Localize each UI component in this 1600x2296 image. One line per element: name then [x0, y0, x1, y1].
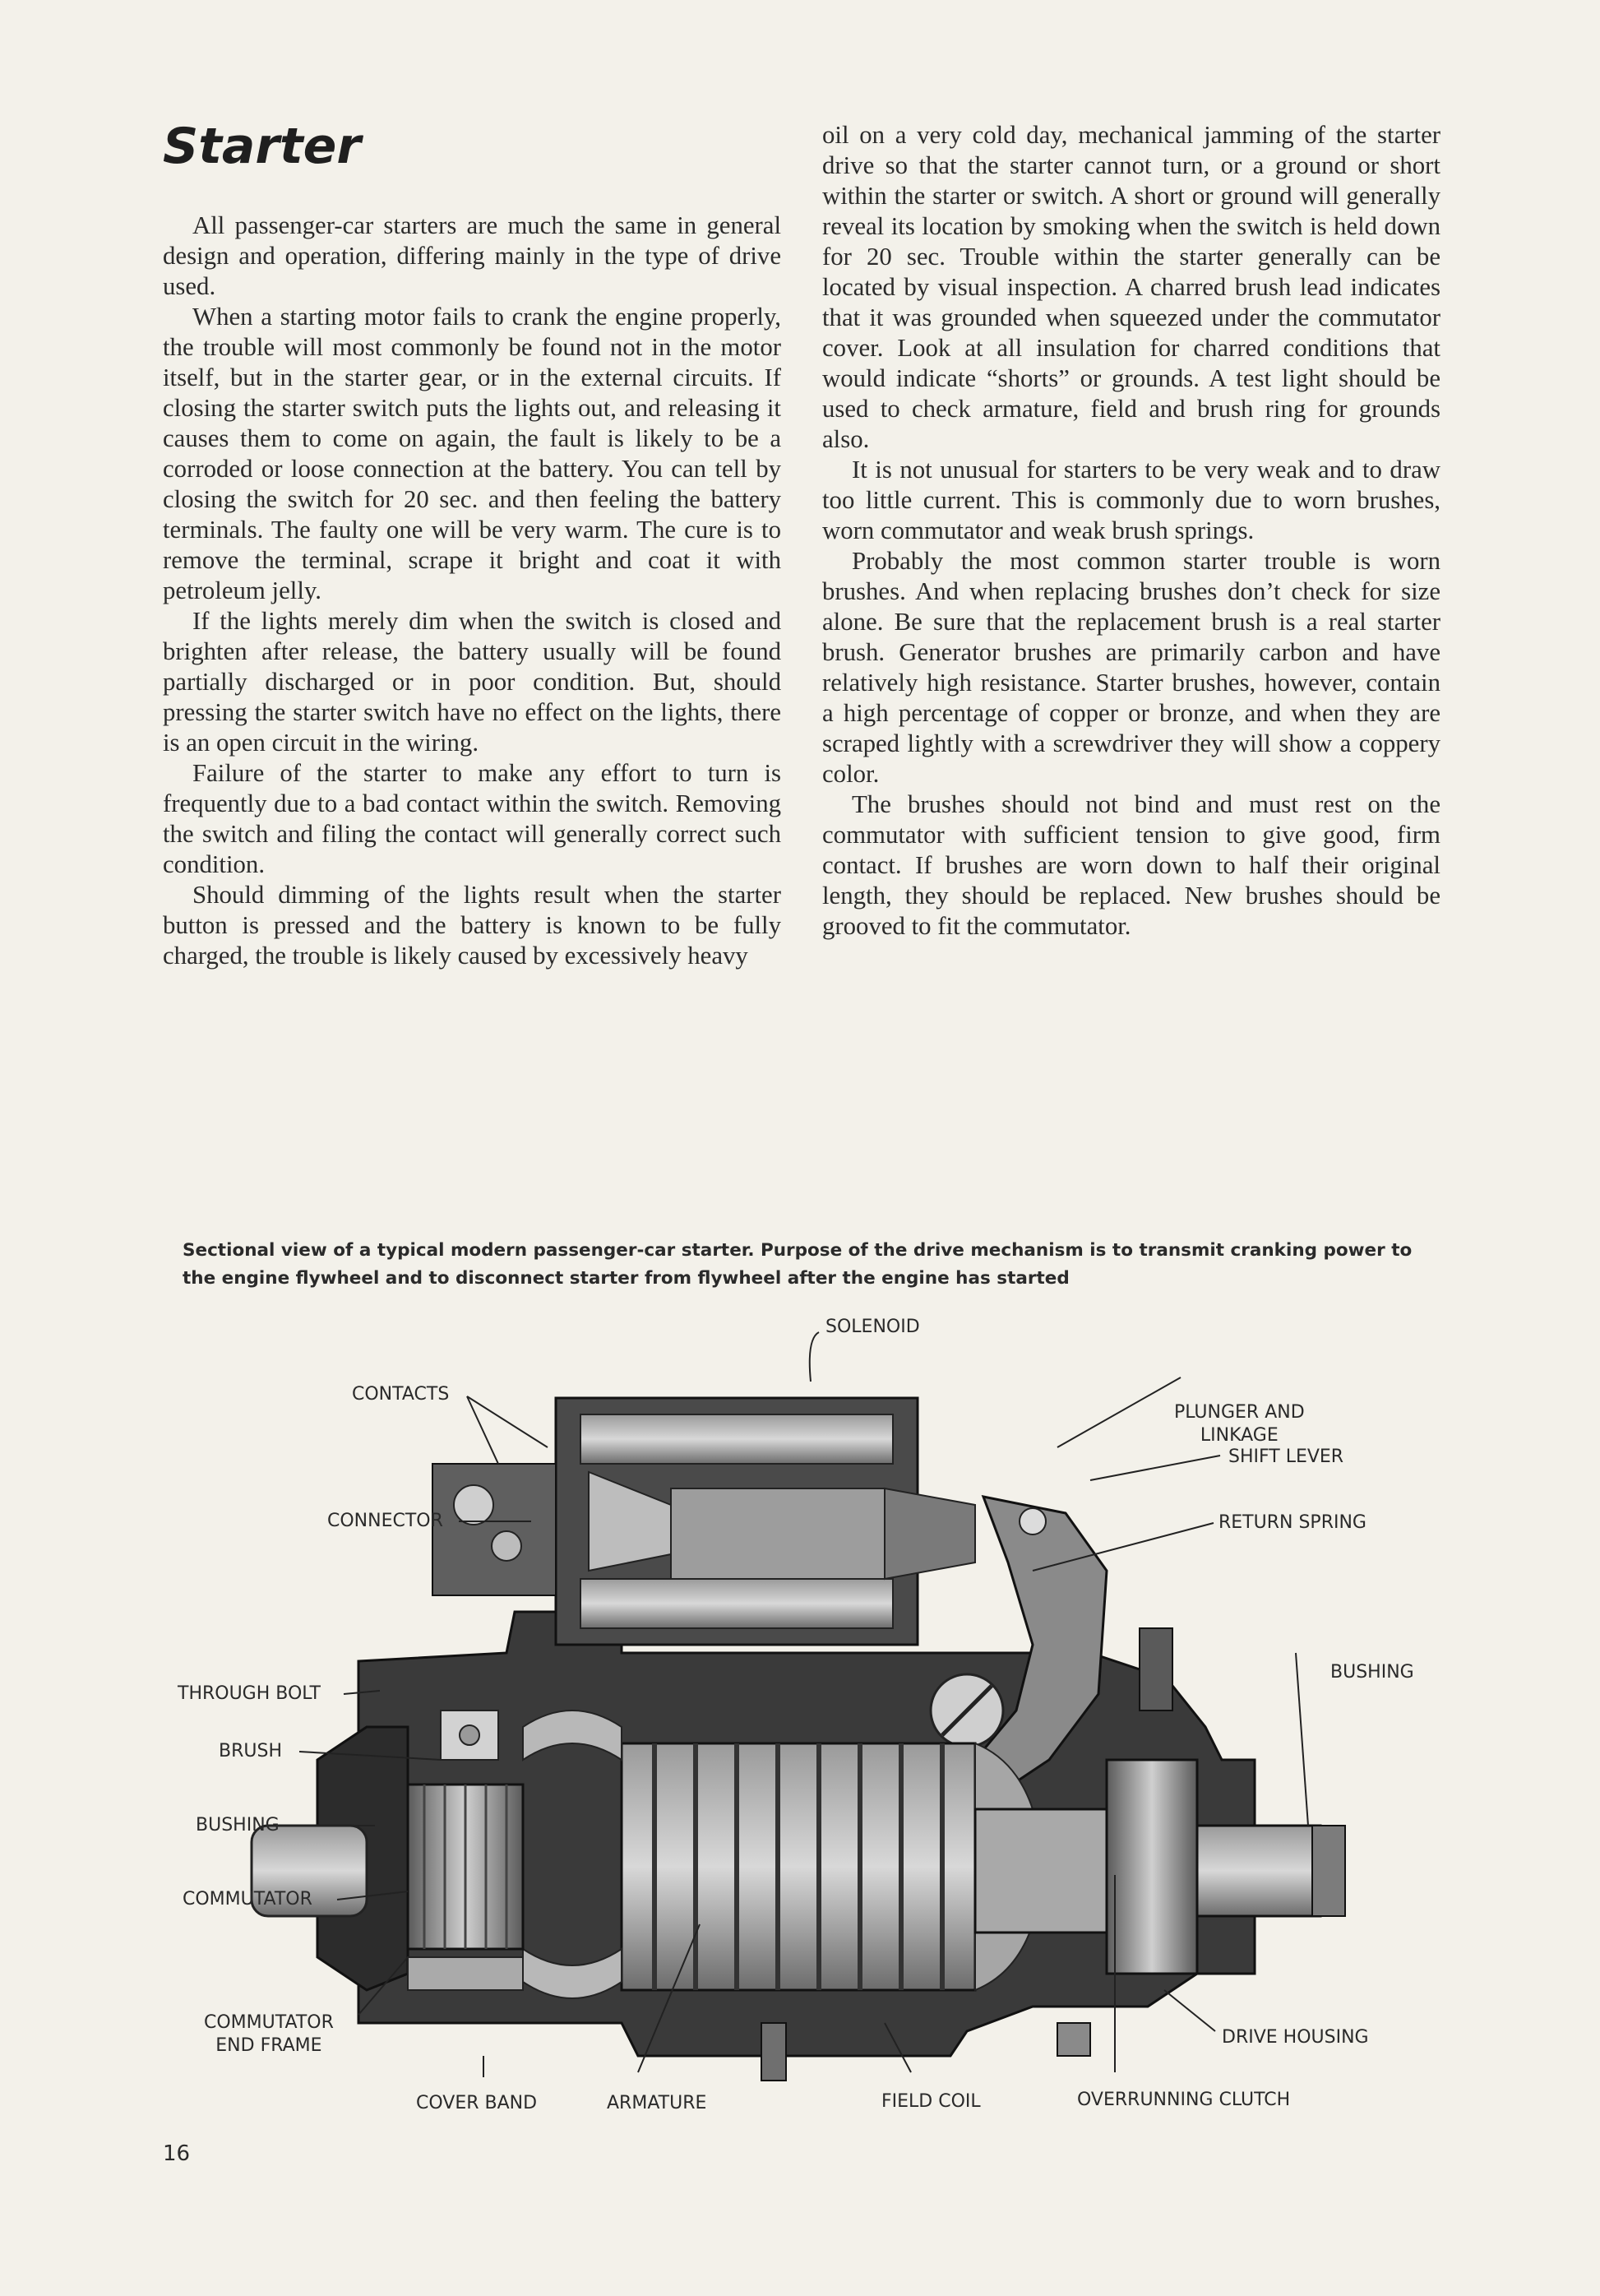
- paragraph: The brushes should not bind and must rest on the commutator with sufficient tension to give good, firm contact. If brushes are worn down to half their original length, they should be replaced. New brushes should be grooved to fit the commutator.: [822, 790, 1440, 940]
- right-column: [822, 120, 1440, 942]
- label-bushing-right: BUSHING: [1330, 1662, 1414, 1683]
- armature: [622, 1743, 975, 1990]
- label-connector: CONNECTOR: [327, 1511, 443, 1531]
- starter-sectional-figure: [161, 1299, 1444, 2122]
- paragraph: Probably the most common starter trouble is worn brushes. And when replacing brushes don’t check for size alone. Be sure that the replacement brush is a real starter brush. Generator brushes are primarily carbon and have relatively high resistance. Starter brushes, however, contain a high percentage of copper or bronze, and when they are scraped lightly with a screwdriver they will show a coppery color.: [822, 547, 1440, 788]
- left-column: [163, 211, 781, 971]
- label-cover-band: COVER BAND: [416, 2093, 538, 2113]
- paragraph: If the lights merely dim when the switch is closed and brighten after release, the battery usually will be found partially discharged or in poor condition. But, should pressing the starter switch have no effect on the lights, there is an open circuit in the wiring.: [163, 607, 781, 757]
- figure-caption: Sectional view of a typical modern passenger-car starter. Purpose of the drive mechanism is to transmit cranking power to the engine flywheel and to disconnect starter from flywheel after the engine has started: [183, 1240, 1413, 1289]
- label-plunger-linkage: PLUNGER AND LINKAGE: [1174, 1402, 1305, 1446]
- label-armature: ARMATURE: [607, 2093, 707, 2113]
- label-commutator: COMMUTATOR: [183, 1889, 312, 1909]
- paragraph: Should dimming of the lights result when the starter button is pressed and the battery is known to be fully charged, the trouble is likely caused by excessively heavy: [163, 881, 781, 970]
- paragraph: When a starting motor fails to crank the engine properly, the trouble will most commonly be found not in the motor itself, but in the starter gear, or in the external circuits. If closing the starter switch puts the lights out, and releasing it causes them to come on again, the fault is likely to be a corroded or loose connection at the battery. You can tell by closing the switch for 20 sec. and then feeling the battery terminals. The faulty one will be very warm. The cure is to remove the terminal, scrape it bright and coat it with petroleum jelly.: [163, 303, 781, 604]
- label-drive-housing: DRIVE HOUSING: [1222, 2027, 1369, 2048]
- paragraph: All passenger-car starters are much the same in general design and operation, differing mainly in the type of drive used.: [163, 211, 781, 300]
- page-title: Starter: [163, 118, 361, 175]
- label-contacts: CONTACTS: [352, 1384, 450, 1405]
- label-shift-lever: SHIFT LEVER: [1228, 1447, 1344, 1467]
- label-through-bolt: THROUGH BOLT: [178, 1683, 321, 1704]
- label-commutator-end-frame: COMMUTATOR END FRAME: [204, 2012, 334, 2056]
- paragraph-continuation: oil on a very cold day, mechanical jamming of the starter drive so that the starter cannot turn, or a ground or short within the starter or switch. A short or ground will generally reveal its location by smoking when the switch is held down for 20 sec. Trouble within the starter generally can be located by visual inspection. A charred brush lead indicates that it was grounded when squeezed under the commutator cover. Look at all insulation for charred conditions that would indicate “shorts” or grounds. A test light should be used to check armature, field and brush ring for grounds also.: [822, 121, 1440, 453]
- paragraph: Failure of the starter to make any effort to turn is frequently due to a bad contact within the switch. Removing the switch and filing the contact will generally correct such condition.: [163, 759, 781, 878]
- label-overrunning-clutch: OVERRUNNING CLUTCH: [1077, 2090, 1291, 2110]
- paragraph: It is not unusual for starters to be very weak and to draw too little current. This is commonly due to worn brushes, worn commutator and weak brush springs.: [822, 456, 1440, 544]
- page-number: 16: [163, 2141, 191, 2166]
- label-bushing-left: BUSHING: [196, 1815, 280, 1835]
- label-return-spring: RETURN SPRING: [1218, 1512, 1366, 1533]
- label-brush: BRUSH: [219, 1741, 282, 1761]
- label-field-coil: FIELD COIL: [881, 2091, 981, 2112]
- label-solenoid: SOLENOID: [825, 1317, 920, 1337]
